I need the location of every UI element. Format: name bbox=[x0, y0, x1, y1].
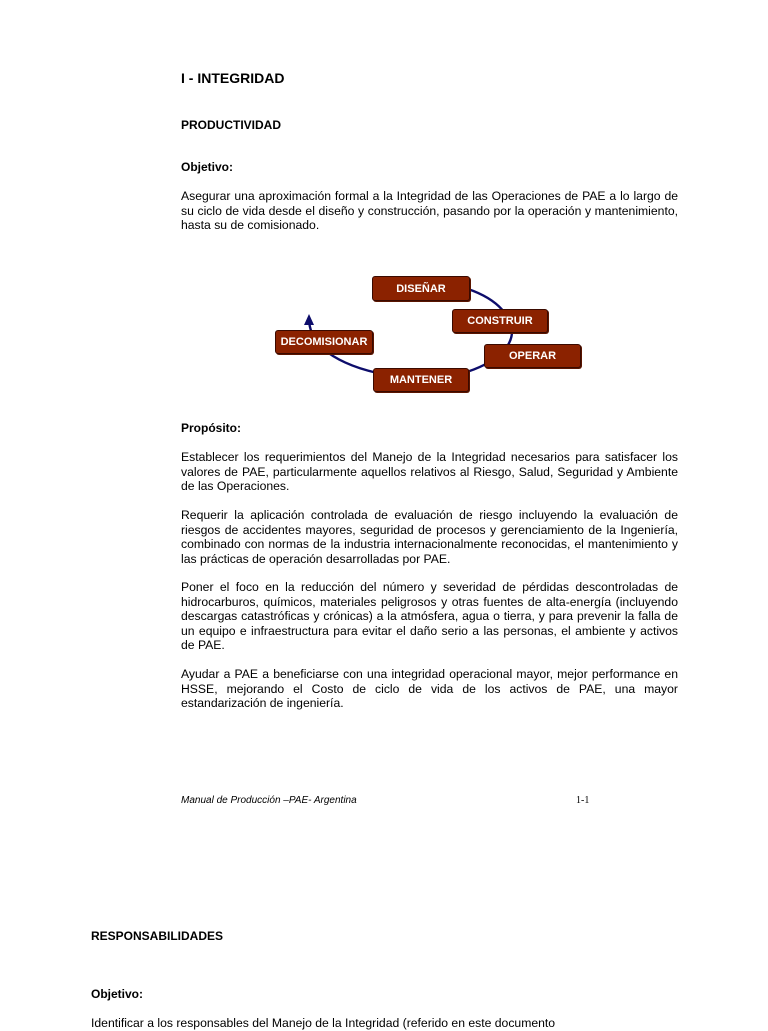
page-number: 1-1 bbox=[576, 795, 590, 806]
proposito-paragraph-1: Establecer los requerimientos del Manejo de la Integridad necesarios para satisfacer los valores de PAE, particularmente aquellos relativos al Riesgo, Salud, Seguridad y Ambiente de las Operaciones. bbox=[181, 450, 678, 494]
proposito-paragraph-2: Requerir la aplicación controlada de evaluación de riesgo incluyendo la evaluación de riesgos de accidentes mayores, seguridad de procesos y gerenciamiento de la Ingeniería, combinado con normas de la industria internacionalmente reconocidas, el mantenimiento y las prácticas de operación desarrolladas por PAE. bbox=[181, 508, 678, 566]
proposito-paragraph-4: Ayudar a PAE a beneficiarse con una integridad operacional mayor, mejor performance en HSSE, mejorando el Costo de ciclo de vida de los activos de PAE, una mayor estandarización de ingeniería. bbox=[181, 667, 678, 711]
arrow-head-icon bbox=[304, 314, 314, 325]
section-subtitle: PRODUCTIVIDAD bbox=[181, 118, 282, 132]
proposito-paragraph-3: Poner el foco en la reducción del número y severidad de pérdidas descontroladas de hidrocarburos, químicos, materiales peligrosos y otras fuentes de alta-energía (incluyendo descargas catastróficas y crónicas) a la atmósfera, agua o tierra, y para prevenir la falla de un equipo e infraestructura para evitar el daño serio a las personas, el ambiente y activos de PAE. bbox=[181, 580, 678, 653]
stage-mantener: MANTENER bbox=[373, 368, 469, 392]
stage-disenar: DISEÑAR bbox=[372, 276, 470, 301]
page2-objetivo-heading: Objetivo: bbox=[91, 987, 144, 1001]
objetivo-text: Asegurar una aproximación formal a la Integridad de las Operaciones de PAE a lo largo de su ciclo de vida desde el diseño y construcción, pasando por la operación y mantenimiento, hasta su de comisionado. bbox=[181, 189, 678, 233]
responsabilidades-heading: RESPONSABILIDADES bbox=[91, 929, 224, 943]
page-title: I - INTEGRIDAD bbox=[181, 70, 285, 86]
stage-decomisionar: DECOMISIONAR bbox=[275, 330, 373, 354]
page2-objetivo-text: Identificar a los responsables del Manejo de la Integridad (referido en este documento bbox=[91, 1016, 556, 1030]
stage-operar: OPERAR bbox=[484, 344, 581, 368]
footer-manual-title: Manual de Producción –PAE- Argentina bbox=[181, 795, 357, 806]
objetivo-heading: Objetivo: bbox=[181, 160, 234, 174]
stage-construir: CONSTRUIR bbox=[452, 309, 548, 333]
proposito-heading: Propósito: bbox=[181, 421, 241, 435]
